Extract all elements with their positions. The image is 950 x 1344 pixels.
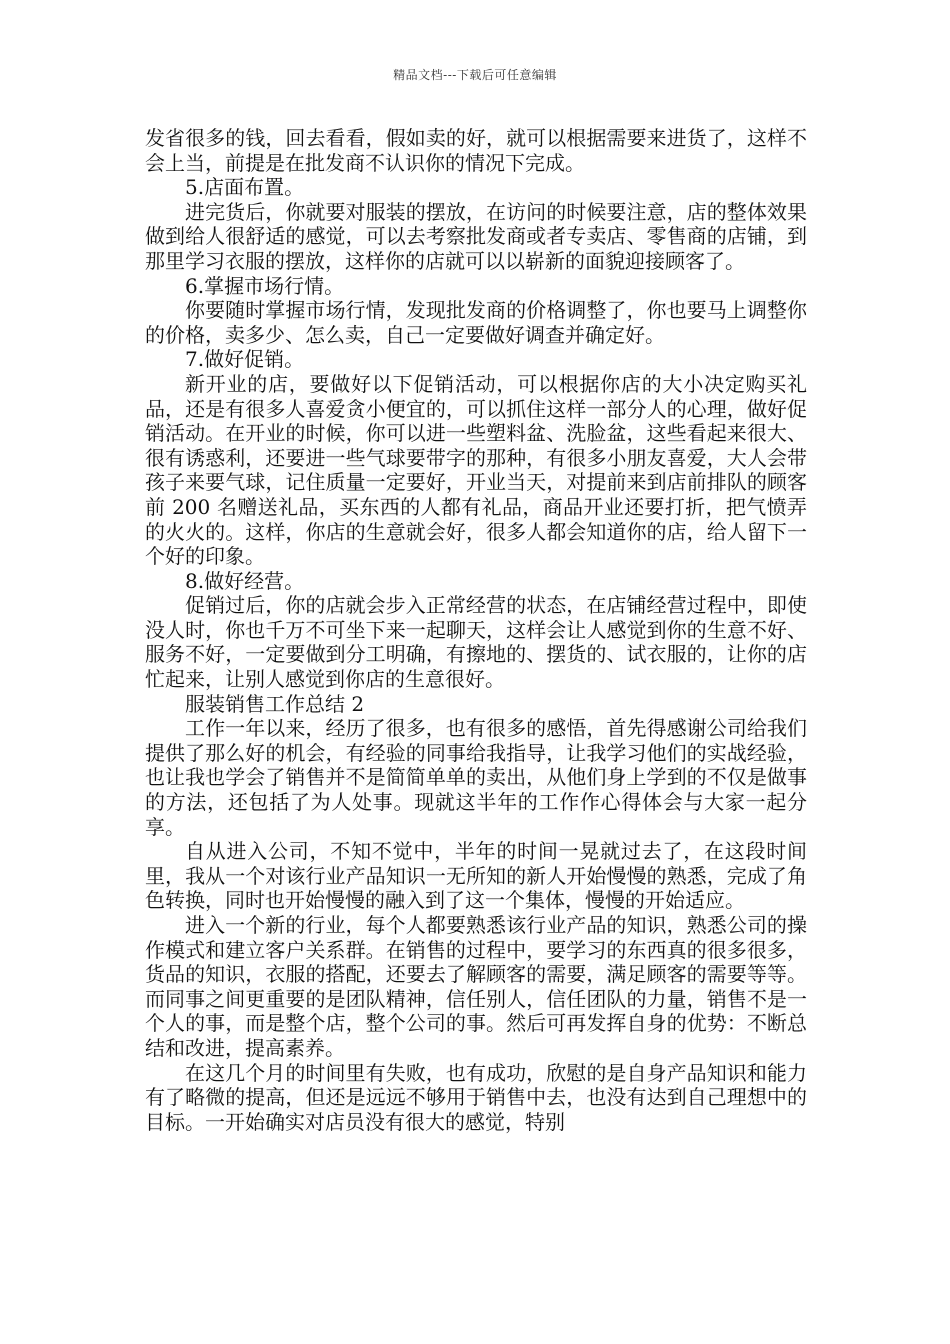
section-heading: 5.店面布置。 xyxy=(185,175,305,200)
page-header: 精品文档---下载后可任意编辑 xyxy=(393,68,557,82)
section-heading: 6.掌握市场行情。 xyxy=(185,273,345,298)
paragraph: 在这几个月的时间里有失败，也有成功，欣慰的是自身产品知识和能力有了略微的提高，但还是远远不够用于销售中去，也没有达到自己理想中的目标。一开始确实对店员没有很大的感觉，特别 xyxy=(145,1060,807,1134)
section-heading: 7.做好促销。 xyxy=(185,347,305,372)
article-title: 服装销售工作总结 2 xyxy=(185,691,365,716)
paragraph: 进完货后，你就要对服装的摆放，在访问的时候要注意，店的整体效果做到给人很舒适的感觉，可以去考察批发商或者专卖店、零售商的店铺，到那里学习衣服的摆放，这样你的店就可以以崭新的面貌迎接顾客了。 xyxy=(145,199,807,273)
paragraph: 工作一年以来，经历了很多，也有很多的感悟，首先得感谢公司给我们提供了那么好的机会，有经验的同事给我指导，让我学习他们的实战经验，也让我也学会了销售并不是简简单单的卖出，从他们身上学到的不仅是做事的方法，还包括了为人处事。现就这半年的工作作心得体会与大家一起分享。 xyxy=(145,716,807,839)
paragraph: 促销过后，你的店就会步入正常经营的状态，在店铺经营过程中，即使没人时，你也千万不可坐下来一起聊天，这样会让人感觉到你的生意不好、服务不好，一定要做到分工明确，有擦地的、摆货的、试衣服的，让你的店忙起来，让别人感觉到你店的生意很好。 xyxy=(145,593,807,692)
section-heading: 8.做好经营。 xyxy=(185,568,305,593)
paragraph: 新开业的店，要做好以下促销活动，可以根据你店的大小决定购买礼品，还是有很多人喜爱贪小便宜的，可以抓住这样一部分人的心理，做好促销活动。在开业的时候，你可以进一些塑料盆、洗脸盆，这些看起来很大、很有诱惑利，还要进一些气球要带字的那种，有很多小朋友喜爱，大人会带孩子来要气球，记住质量一定要好，开业当天，对提前来到店前排队的顾客前 200 名赠送礼品，买东西的人都有礼品，商品开业还要打折，把气愤弄的火火的。这样，你店的生意就会好，很多人都会知道你的店，给人留下一个好的印象。 xyxy=(145,371,807,569)
paragraph: 发省很多的钱，回去看看，假如卖的好，就可以根据需要来进货了，这样不会上当，前提是在批发商不认识你的情况下完成。 xyxy=(145,126,807,175)
paragraph: 自从进入公司，不知不觉中，半年的时间一晃就过去了，在这段时间里，我从一个对该行业产品知识一无所知的新人开始慢慢的熟悉，完成了角色转换，同时也开始慢慢的融入到了这一个集体，慢慢的开始适应。 xyxy=(145,839,807,913)
paragraph: 你要随时掌握市场行情，发现批发商的价格调整了，你也要马上调整你的价格，卖多少、怎么卖，自己一定要做好调查并确定好。 xyxy=(145,298,807,347)
body-text xyxy=(145,126,807,1134)
paragraph: 进入一个新的行业，每个人都要熟悉该行业产品的知识，熟悉公司的操作模式和建立客户关系群。在销售的过程中，要学习的东西真的很多很多，货品的知识，衣服的搭配，还要去了解顾客的需要，满足顾客的需要等等。而同事之间更重要的是团队精神，信任别人，信任团队的力量，销售不是一个人的事，而是整个店，整个公司的事。然后可再发挥自身的优势：不断总结和改进，提高素养。 xyxy=(145,913,807,1060)
